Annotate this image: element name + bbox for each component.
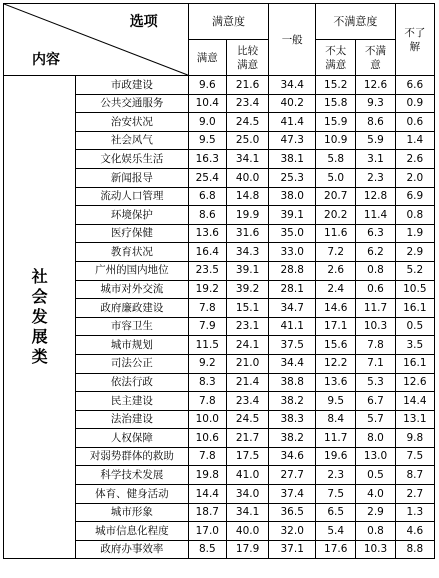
neutral-value: 27.7 [269,466,316,485]
fairly-satisfied-value: 24.5 [226,410,268,429]
header-neutral: 一般 [269,4,316,76]
unknown-value: 10.5 [395,280,434,299]
neutral-value: 34.7 [269,299,316,318]
not-very-satisfied-value: 12.2 [316,354,356,373]
unsatisfied-value: 7.1 [356,354,395,373]
neutral-value: 34.4 [269,76,316,95]
unsatisfied-value: 10.3 [356,540,395,559]
satisfied-value: 16.3 [188,150,226,169]
item-label: 社会风气 [76,131,189,150]
unknown-value: 4.6 [395,522,434,541]
satisfied-value: 6.8 [188,187,226,206]
not-very-satisfied-value: 15.8 [316,94,356,113]
not-very-satisfied-value: 19.6 [316,447,356,466]
fairly-satisfied-value: 39.2 [226,280,268,299]
header-not-very-satisfied: 不太满意 [316,40,356,76]
neutral-value: 38.8 [269,373,316,392]
satisfied-value: 7.8 [188,447,226,466]
header-satisfaction-group: 满意度 [188,4,269,40]
neutral-value: 32.0 [269,522,316,541]
not-very-satisfied-value: 9.5 [316,392,356,411]
unknown-value: 16.1 [395,354,434,373]
item-label: 法治建设 [76,410,189,429]
unknown-value: 8.8 [395,540,434,559]
item-label: 治安状况 [76,113,189,132]
not-very-satisfied-value: 11.7 [316,429,356,448]
satisfied-value: 17.0 [188,522,226,541]
neutral-value: 28.8 [269,261,316,280]
neutral-value: 40.2 [269,94,316,113]
not-very-satisfied-value: 13.6 [316,373,356,392]
not-very-satisfied-value: 17.1 [316,317,356,336]
unknown-value: 9.8 [395,429,434,448]
unsatisfied-value: 3.1 [356,150,395,169]
not-very-satisfied-value: 5.0 [316,168,356,187]
item-label: 科学技术发展 [76,466,189,485]
unknown-value: 6.6 [395,76,434,95]
item-label: 新闻报导 [76,168,189,187]
survey-table [3,3,435,559]
unsatisfied-value: 9.3 [356,94,395,113]
neutral-value: 34.4 [269,354,316,373]
fairly-satisfied-value: 25.0 [226,131,268,150]
fairly-satisfied-value: 39.1 [226,261,268,280]
unsatisfied-value: 11.7 [356,299,395,318]
fairly-satisfied-value: 23.1 [226,317,268,336]
unknown-value: 0.9 [395,94,434,113]
unknown-value: 1.9 [395,224,434,243]
unknown-value: 2.7 [395,485,434,504]
unsatisfied-value: 13.0 [356,447,395,466]
unsatisfied-value: 4.0 [356,485,395,504]
item-label: 依法行政 [76,373,189,392]
unsatisfied-value: 0.8 [356,261,395,280]
fairly-satisfied-value: 34.1 [226,150,268,169]
satisfied-value: 9.2 [188,354,226,373]
neutral-value: 37.5 [269,336,316,355]
header-content-label: 内容 [32,52,60,68]
fairly-satisfied-value: 17.9 [226,540,268,559]
unsatisfied-value: 2.9 [356,503,395,522]
item-label: 市容卫生 [76,317,189,336]
unsatisfied-value: 10.3 [356,317,395,336]
satisfied-value: 10.0 [188,410,226,429]
item-label: 医疗保健 [76,224,189,243]
not-very-satisfied-value: 2.6 [316,261,356,280]
fairly-satisfied-value: 23.4 [226,94,268,113]
neutral-value: 38.0 [269,187,316,206]
unknown-value: 7.5 [395,447,434,466]
item-label: 环境保护 [76,206,189,225]
neutral-value: 25.3 [269,168,316,187]
unknown-value: 5.2 [395,261,434,280]
satisfied-value: 8.5 [188,540,226,559]
unknown-value: 12.6 [395,373,434,392]
item-label: 城市形象 [76,503,189,522]
unknown-value: 0.5 [395,317,434,336]
not-very-satisfied-value: 15.2 [316,76,356,95]
satisfied-value: 7.8 [188,392,226,411]
neutral-value: 39.1 [269,206,316,225]
unknown-value: 16.1 [395,299,434,318]
neutral-value: 38.2 [269,392,316,411]
unsatisfied-value: 5.7 [356,410,395,429]
unknown-value: 2.9 [395,243,434,262]
fairly-satisfied-value: 21.0 [226,354,268,373]
unknown-value: 13.1 [395,410,434,429]
unsatisfied-value: 6.2 [356,243,395,262]
diagonal-header-cell [4,4,189,76]
satisfied-value: 23.5 [188,261,226,280]
neutral-value: 33.0 [269,243,316,262]
unsatisfied-value: 8.6 [356,113,395,132]
not-very-satisfied-value: 5.8 [316,150,356,169]
item-label: 政府办事效率 [76,540,189,559]
satisfied-value: 10.4 [188,94,226,113]
unknown-value: 1.4 [395,131,434,150]
unknown-value: 2.0 [395,168,434,187]
satisfied-value: 19.2 [188,280,226,299]
satisfied-value: 18.7 [188,503,226,522]
unsatisfied-value: 11.4 [356,206,395,225]
neutral-value: 41.1 [269,317,316,336]
unsatisfied-value: 6.3 [356,224,395,243]
unknown-value: 6.9 [395,187,434,206]
fairly-satisfied-value: 14.8 [226,187,268,206]
item-label: 教育状况 [76,243,189,262]
neutral-value: 38.2 [269,429,316,448]
fairly-satisfied-value: 34.1 [226,503,268,522]
not-very-satisfied-value: 6.5 [316,503,356,522]
fairly-satisfied-value: 17.5 [226,447,268,466]
satisfied-value: 8.6 [188,206,226,225]
not-very-satisfied-value: 5.4 [316,522,356,541]
not-very-satisfied-value: 10.9 [316,131,356,150]
not-very-satisfied-value: 20.7 [316,187,356,206]
satisfied-value: 14.4 [188,485,226,504]
fairly-satisfied-value: 21.6 [226,76,268,95]
satisfied-value: 7.8 [188,299,226,318]
unsatisfied-value: 12.8 [356,187,395,206]
neutral-value: 38.3 [269,410,316,429]
fairly-satisfied-value: 24.5 [226,113,268,132]
item-label: 司法公正 [76,354,189,373]
item-label: 民主建设 [76,392,189,411]
neutral-value: 37.1 [269,540,316,559]
item-label: 文化娱乐生活 [76,150,189,169]
fairly-satisfied-value: 31.6 [226,224,268,243]
unknown-value: 0.8 [395,206,434,225]
header-fairly-satisfied: 比较满意 [226,40,268,76]
not-very-satisfied-value: 7.2 [316,243,356,262]
satisfied-value: 9.5 [188,131,226,150]
item-label: 广州的国内地位 [76,261,189,280]
unknown-value: 3.5 [395,336,434,355]
satisfied-value: 10.6 [188,429,226,448]
unsatisfied-value: 0.5 [356,466,395,485]
item-label: 体育、健身活动 [76,485,189,504]
fairly-satisfied-value: 19.9 [226,206,268,225]
not-very-satisfied-value: 7.5 [316,485,356,504]
fairly-satisfied-value: 23.4 [226,392,268,411]
satisfied-value: 11.5 [188,336,226,355]
header-unknown: 不了解 [395,4,434,76]
neutral-value: 37.4 [269,485,316,504]
not-very-satisfied-value: 11.6 [316,224,356,243]
satisfied-value: 7.9 [188,317,226,336]
item-label: 城市信息化程度 [76,522,189,541]
header-unsatisfied: 不满意 [356,40,395,76]
not-very-satisfied-value: 2.3 [316,466,356,485]
fairly-satisfied-value: 34.3 [226,243,268,262]
unsatisfied-value: 5.9 [356,131,395,150]
fairly-satisfied-value: 40.0 [226,168,268,187]
unsatisfied-value: 8.0 [356,429,395,448]
category-cell [4,76,76,559]
item-label: 流动人口管理 [76,187,189,206]
unsatisfied-value: 0.8 [356,522,395,541]
unknown-value: 8.7 [395,466,434,485]
unsatisfied-value: 7.8 [356,336,395,355]
unsatisfied-value: 2.3 [356,168,395,187]
unsatisfied-value: 0.6 [356,280,395,299]
not-very-satisfied-value: 14.6 [316,299,356,318]
fairly-satisfied-value: 15.1 [226,299,268,318]
fairly-satisfied-value: 24.1 [226,336,268,355]
item-label: 人权保障 [76,429,189,448]
item-label: 市政建设 [76,76,189,95]
fairly-satisfied-value: 41.0 [226,466,268,485]
neutral-value: 34.6 [269,447,316,466]
unknown-value: 14.4 [395,392,434,411]
satisfied-value: 8.3 [188,373,226,392]
item-label: 公共交通服务 [76,94,189,113]
neutral-value: 41.4 [269,113,316,132]
not-very-satisfied-value: 2.4 [316,280,356,299]
fairly-satisfied-value: 21.7 [226,429,268,448]
fairly-satisfied-value: 40.0 [226,522,268,541]
unsatisfied-value: 5.3 [356,373,395,392]
satisfied-value: 9.6 [188,76,226,95]
item-label: 城市规划 [76,336,189,355]
neutral-value: 47.3 [269,131,316,150]
neutral-value: 28.1 [269,280,316,299]
header-dissatisfaction-group: 不满意度 [316,4,396,40]
not-very-satisfied-value: 15.6 [316,336,356,355]
satisfied-value: 19.8 [188,466,226,485]
neutral-value: 35.0 [269,224,316,243]
unknown-value: 1.3 [395,503,434,522]
neutral-value: 38.1 [269,150,316,169]
table-row [4,76,435,95]
satisfied-value: 13.6 [188,224,226,243]
category-label: 社会发展类 [31,267,48,367]
unsatisfied-value: 6.7 [356,392,395,411]
item-label: 政府廉政建设 [76,299,189,318]
item-label: 城市对外交流 [76,280,189,299]
not-very-satisfied-value: 15.9 [316,113,356,132]
unsatisfied-value: 12.6 [356,76,395,95]
fairly-satisfied-value: 21.4 [226,373,268,392]
satisfied-value: 16.4 [188,243,226,262]
not-very-satisfied-value: 8.4 [316,410,356,429]
satisfied-value: 9.0 [188,113,226,132]
satisfied-value: 25.4 [188,168,226,187]
not-very-satisfied-value: 20.2 [316,206,356,225]
fairly-satisfied-value: 34.0 [226,485,268,504]
unknown-value: 2.6 [395,150,434,169]
not-very-satisfied-value: 17.6 [316,540,356,559]
neutral-value: 36.5 [269,503,316,522]
item-label: 对弱势群体的救助 [76,447,189,466]
unknown-value: 0.6 [395,113,434,132]
header-satisfied: 满意 [188,40,226,76]
header-options-label: 选项 [129,14,158,30]
